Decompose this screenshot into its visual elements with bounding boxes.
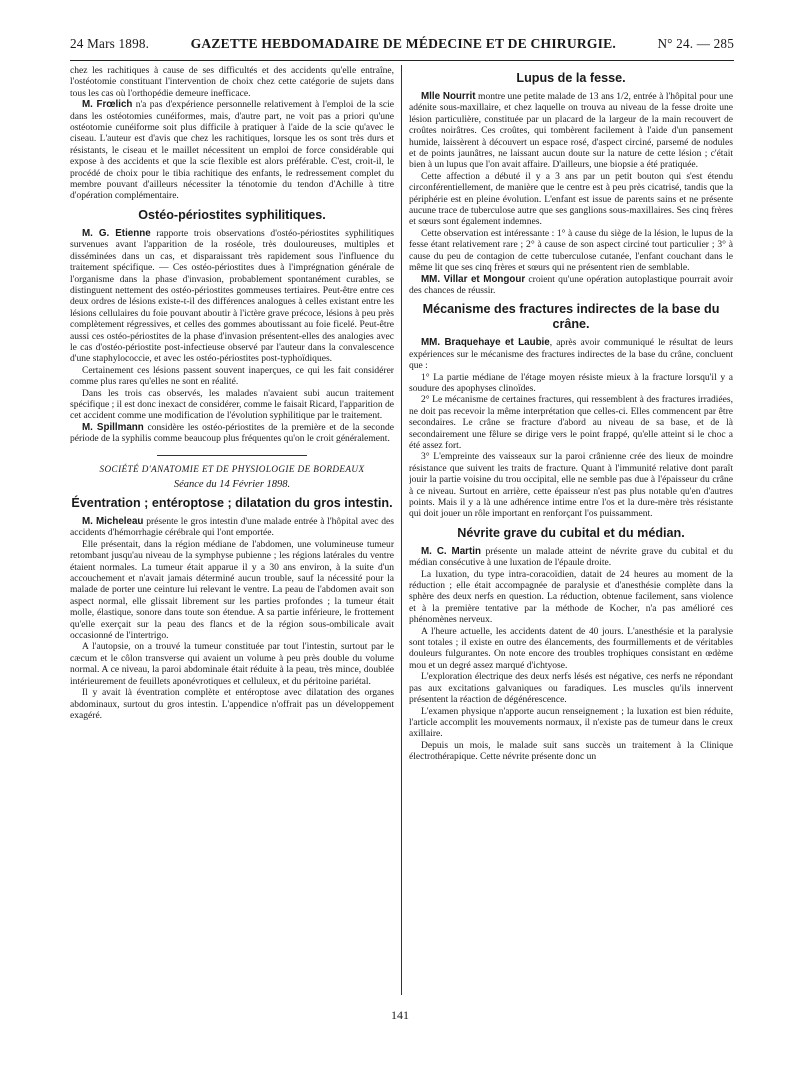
paragraph: Elle présentait, dans la région médiane de l'abdomen, une volumineuse tumeur retombant jusqu'au niveau de la symphyse pubienne ; les régions latérales du ventre étaient normales. La tumeur était apparue il y a 30 ans environ, à la suite d'un accouchement et n'avait jamais déterminé aucun trouble, sauf la nécessité pour la malade de porter une ceinture lui relevant le ventre. La peau de l'abdomen avait son aspect normal, elle glissait librement sur les parties profondes ; la tumeur était molle, élastique, sonore dans toute son étendue. A sa partie inférieure, le frottement qu'elle exerçait sur la peau des flancs et de la région sous-ombilicale avait occasionné de l'intertrigo. <box>70 538 394 642</box>
paragraph: Dans les trois cas observés, les malades n'avaient subi aucun traitement spécifique ; il est donc inexact de considérer, comme le faisait Ricard, l'apparition de cet accident comme une modification de l'évolution syphilitique par le traitement. <box>70 387 394 422</box>
paragraph <box>70 422 394 445</box>
paragraph: L'exploration électrique des deux nerfs lésés est négative, ces nerfs ne répondant pas aux excitations galvaniques ou faradiques. Les muscles qu'ils innervent présentent la réaction de dégénérescence. <box>409 671 733 706</box>
page-reference: N° 24. — 285 <box>657 36 734 51</box>
paragraph-text: croient qu'une opération autoplastique pourrait avoir des chances de réussir. <box>409 273 733 296</box>
paragraph: Certainement ces lésions passent souvent inaperçues, ce qui les fait considérer comme plus rares qu'elles ne sont en réalité. <box>70 364 394 388</box>
paragraph <box>70 99 394 202</box>
journal-title: GAZETTE HEBDOMADAIRE DE MÉDECINE ET DE CHIRURGIE. <box>190 36 616 51</box>
page-folio: 141 <box>391 1008 409 1022</box>
running-head <box>70 36 734 61</box>
paragraph <box>409 337 733 371</box>
paragraph: 3° L'empreinte des vaisseaux sur la paroi crânienne crée des lieux de moindre résistance que suivent les traits de fracture. Quant à l'immunité relative dont paraît jouir la partie voisine du trou occipital, elle ne semble pas due à l'épaisseur du crâne à ce niveau. Surtout en arrière, cette épaisseur n'est pas plus notable qu'en d'autres points. Mais il y a là une adhérence intime entre l'os et la dure-mère très résistante qui doit jouer un rôle important en renforçant l'os puissamment. <box>409 451 733 520</box>
paragraph-text: présente le gros intestin d'une malade entrée à l'hôpital avec des accidents d'hémorrhagie cérébrale qui l'ont emportée. <box>70 516 394 539</box>
paragraph: 1° La partie médiane de l'étage moyen résiste mieux à la fracture lorsqu'il y a soudure des apophyses clinoïdes. <box>409 371 733 394</box>
paragraph-text: montre une petite malade de 13 ans 1/2, entrée à l'hôpital pour une adénite sous-maxillaire, et chez laquelle on trouva au niveau de la fesse droite une lésion particulière, constituée par un placard de la largeur de la main recouvert de croûtes noirâtres. Ces croûtes, qui tombèrent facilement à l'aide d'un pansement humide, laissèrent à découvert un espace rosé, d'aspect circiné, parsemé de nodules et de points jaunâtres, ne laissant aucun doute sur la nature de cette lésion ; c'était bien à un lupus que l'on avait affaire. D'ailleurs, une biopsie a été pratiquée. <box>409 91 733 171</box>
paragraph <box>409 91 733 171</box>
speaker-name: MM. Braquehaye et Laubie <box>421 337 550 349</box>
issue-date: 24 Mars 1898. <box>70 36 150 51</box>
section-title: Ostéo-périostites syphilitiques. <box>138 207 326 222</box>
paragraph: Cette affection a débuté il y a 3 ans par un petit bouton qui s'est étendu circonférentiellement, de manière que le centre est à peu près cicatrisé, tandis que la périphérie est en pleine évolution. L'enfant est issue de parents sains et ne présente aucune trace de tuberculose autre que ses ganglions sous-maxillaires. Ses cinq frères et sœurs sont également indemnes. <box>409 170 733 228</box>
paragraph: 2° Le mécanisme de certaines fractures, qui ressemblent à des fractures irradiées, ne doit pas recevoir la même interprétation que celles-ci. Elles commencent par être secondaires. Le crâne se fracture d'abord au niveau de sa base, et de là secondairement une fêlure se dirige vers le point frappé, qu'elle atteint si le choc a été assez fort. <box>409 394 733 451</box>
paragraph: La luxation, du type intra-coracoïdien, datait de 24 heures au moment de la réduction ; elle était accompagnée de paralysie et d'anesthésie complète dans la sphère des deux nerfs en question. La réduction, obtenue facilement, sans violence et à la première tentative par la méthode de Kocher, n'a pas amélioré ces phénomènes nerveux. <box>409 568 733 626</box>
paragraph: Cette observation est intéressante : 1° à cause du siège de la lésion, le lupus de la fesse étant relativement rare ; 2° à cause de son aspect circiné tout particulier ; 3° à cause du peu de contagion de cette tuberculose cutanée, l'enfant couchant dans le même lit que ses cinq frères et sœurs qui ne présentent rien de semblable. <box>409 227 733 274</box>
paragraph: Depuis un mois, le malade suit sans succès un traitement à la Clinique électrothérapique. Cette névrite présente donc un <box>409 739 733 763</box>
session-date: Séance du 14 Février 1898. <box>173 478 291 490</box>
paragraph-text: présente un malade atteint de névrite grave du cubital et du médian consécutive à une luxation de l'épaule droite. <box>409 545 733 569</box>
speaker-name: M. Micheleau <box>82 516 144 527</box>
paragraph: A l'autopsie, on a trouvé la tumeur constituée par tout l'intestin, surtout par le cæcum et le côlon transverse qui avaient un volume à peu près double du volume normal. A ce niveau, la paroi abdominale était réduite à la peau, très mince, doublée intérieurement de feuillets aponévrotiques et celluleux, et du péritoine pariétal. <box>70 641 394 687</box>
paragraph-text: , après avoir communiqué le résultat de leurs expériences sur le mécanisme des fractures indirectes de la base du crâne, concluent que : <box>409 337 733 372</box>
speaker-name: M. Spillmann <box>82 421 144 433</box>
paragraph <box>70 228 394 365</box>
left-column <box>70 65 394 995</box>
paragraph: Il y avait là éventration complète et entéroptose avec dilatation des organes abdominaux, surtout du gros intestin. L'appendice n'offrait pas un développement exagéré. <box>70 687 394 721</box>
speaker-name: M. Frœlich <box>82 99 133 111</box>
section-title: Mécanisme des fractures indirectes de la base du crâne. <box>422 302 720 332</box>
paragraph <box>409 274 733 297</box>
section-divider <box>157 455 307 456</box>
society-heading: SOCIÉTÉ D'ANATOMIE ET DE PHYSIOLOGIE DE BORDEAUX <box>99 463 365 474</box>
speaker-name: M. G. Etienne <box>82 227 151 239</box>
paragraph <box>409 546 733 569</box>
paragraph: chez les rachitiques à cause de ses difficultés et des accidents qu'elle entraîne, l'ostéotomie constituant l'intervention de choix chez cette catégorie de sujets dans tous les cas où l'orthopédie demeure inefficace. <box>70 65 394 99</box>
paragraph: L'examen physique n'apporte aucun renseignement ; la luxation est bien réduite, l'article accomplit les mouvements normaux, il n'existe pas de tumeur dans le creux axillaire. <box>409 705 733 740</box>
paragraph-text: n'a pas d'expérience personnelle relativement à l'emploi de la scie dans les ostéotomies cunéiformes, mais, d'autre part, ne voit pas a priori qu'une ostéotomie cunéiforme soit plus difficile à pratiquer à l'aide de la scie qu'avec le ciseau. L'auteur est d'avis que chez les rachitiques, lorsque les os sont très durs et résistants, le ciseau et le maillet nécessitent un emploi de force considérable qui expose à des accidents et que la scie flexible est alors préférable. C'est, croit-il, le procédé de choix pour le tibia rachitique des enfants, le redressement complet du membre pouvant d'ailleurs nécessiter la ténotomie du tendon d'Achille à titre d'opération complémentaire. <box>70 99 394 202</box>
right-column <box>409 65 733 995</box>
paragraph-text: rapporte trois observations d'ostéo-périostites syphilitiques survenues avant l'apparition de la roséole, très douloureuses, multiples et disséminées dans un cas, et disparaissant très rapidement sous l'influence du traitement spécifique. — Ces ostéo-périostites dues à l'imprégnation générale de l'organisme dans la phase d'invasion, probablement spontanément curables, se distinguent nettement des ostéo-périostites gommeuses tertiaires. Peut-être entre ces deux ordres de lésions existe-t-il des différences analogues à celles existant entre les lésions cellulaires du foie pouvant aboutir à l'ictère grave précoce, lésions à peu près complètement régressives, et celles des gommes aboutissant au foie ficelé. Peut-être aussi ces ostéo-périostites de la phase d'invasion présentent-elles des analogies avec le cas d'ostéo-périostite post-infectieuse observé par l'auteur dans la convalescence d'une staphylococcie, et avec les ostéo-périostites post-typhoïdiques. <box>70 227 394 365</box>
paragraph: A l'heure actuelle, les accidents datent de 40 jours. L'anesthésie et la paralysie sont totales ; il existe en outre des élancements, des fourmillements et de véritables douleurs fulgurantes. On note encore des troubles trophiques consistant en œdème mou et un degré assez marqué d'ichtyose. <box>409 625 733 671</box>
section-title: Lupus de la fesse. <box>516 71 626 85</box>
speaker-name: M. C. Martin <box>421 545 481 557</box>
speaker-name: MM. Villar et Mongour <box>421 273 526 285</box>
section-title: Éventration ; entéroptose ; dilatation du gros intestin. <box>71 496 393 510</box>
two-column-body <box>70 65 734 995</box>
column-rule <box>401 65 402 995</box>
section-title: Névrite grave du cubital et du médian. <box>457 525 685 540</box>
paragraph <box>70 516 394 539</box>
speaker-name: Mlle Nourrit <box>421 91 476 102</box>
paragraph-text: considère les ostéo-périostites de la première et de la seconde période de la syphilis comme beaucoup plus fréquentes qu'on le croit généralement. <box>70 421 394 445</box>
